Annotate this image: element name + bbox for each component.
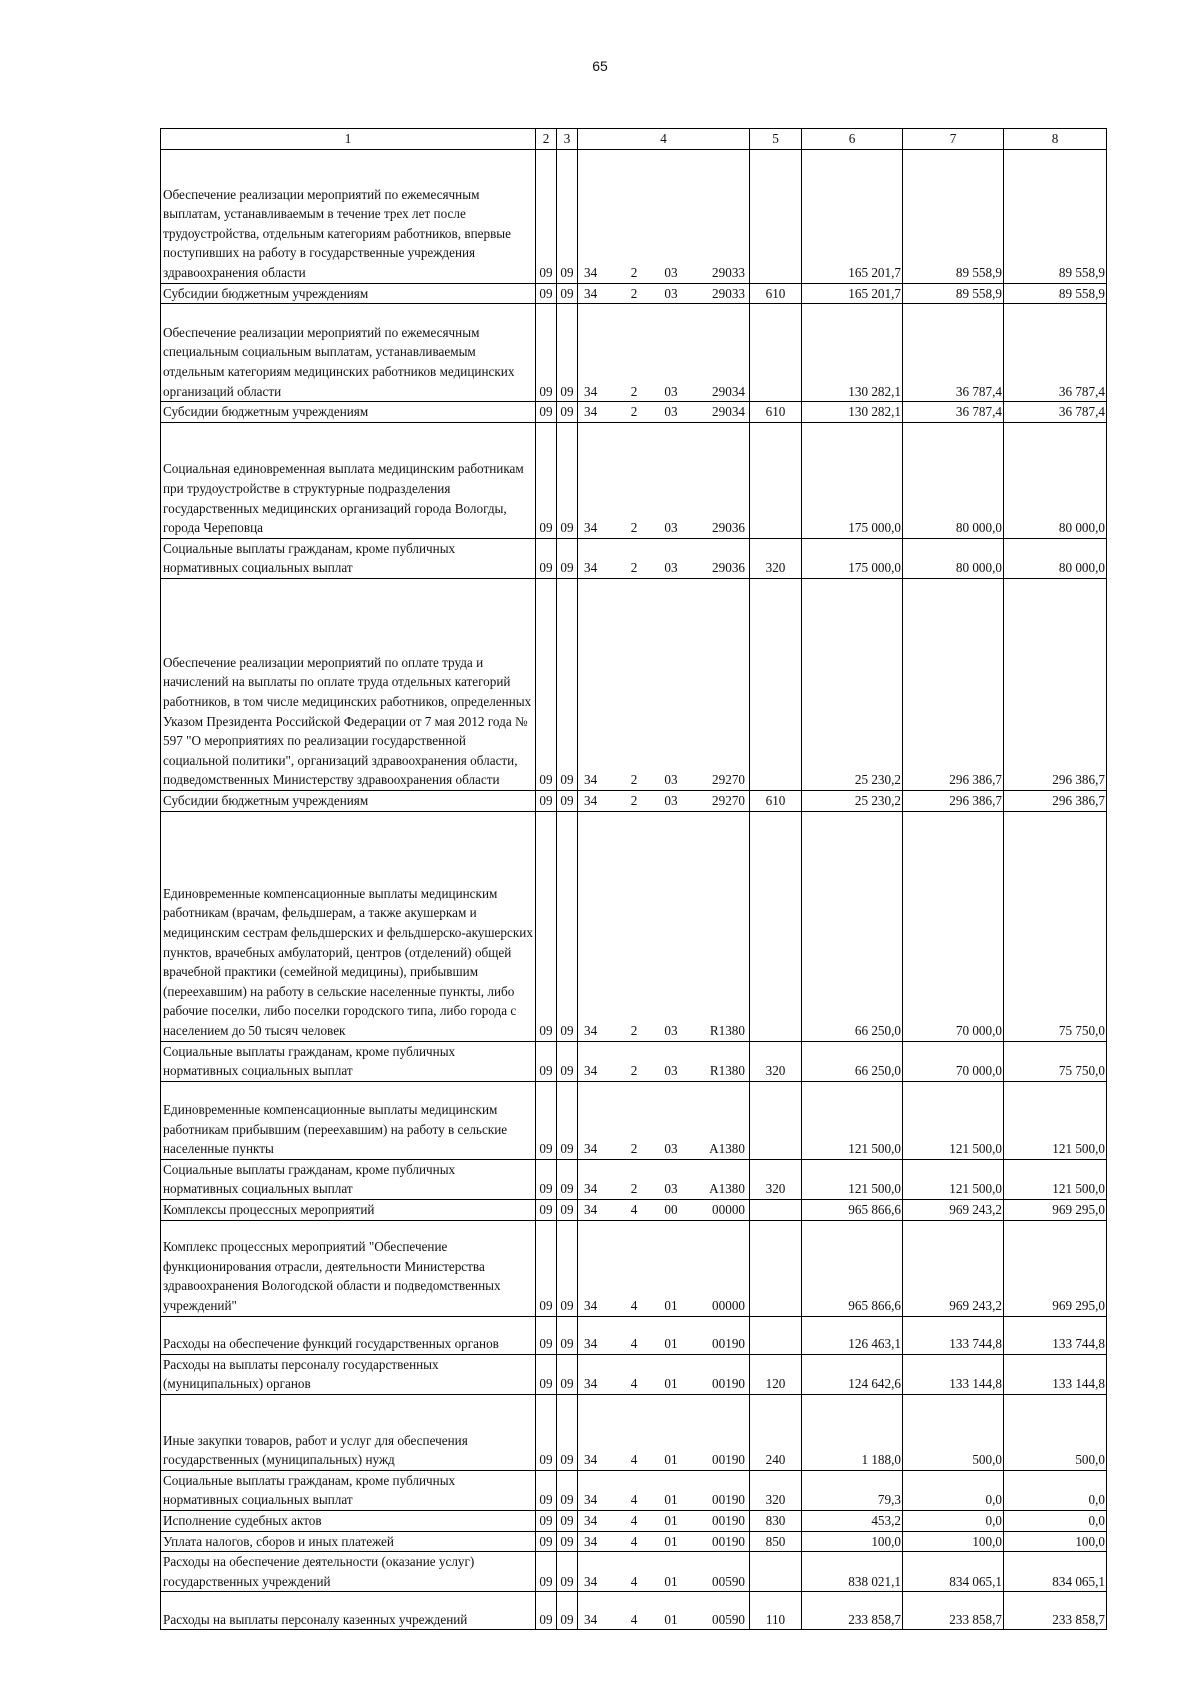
amount-col8: 0,0 [1004, 1510, 1107, 1531]
amount-col6: 66 250,0 [802, 811, 903, 1041]
department-code: 09 [536, 811, 557, 1041]
amount-col6: 175 000,0 [802, 538, 903, 578]
table-row [161, 1592, 1107, 1630]
amount-col7: 121 500,0 [903, 1081, 1004, 1159]
amount-col7: 89 558,9 [903, 283, 1004, 304]
classification-code-part: 00000 [712, 1201, 745, 1217]
department-code: 09 [536, 1592, 557, 1630]
amount-col6: 130 282,1 [802, 402, 903, 423]
classification-code-part: 34 [584, 1141, 598, 1157]
amount-col7: 500,0 [903, 1394, 1004, 1470]
amount-col7: 296 386,7 [903, 578, 1004, 790]
classification-code-part: 00190 [712, 1335, 745, 1351]
expense-name: Социальные выплаты гражданам, кроме публичных нормативных социальных выплат [161, 1470, 536, 1510]
column-header-5: 5 [750, 129, 802, 150]
table-row [161, 1531, 1107, 1552]
classification-code-part: 34 [584, 1492, 598, 1508]
department-code: 09 [536, 538, 557, 578]
amount-col6: 965 866,6 [802, 1220, 903, 1316]
expense-type-code [750, 1199, 802, 1220]
table-row [161, 1220, 1107, 1316]
target-article-code [578, 1552, 750, 1592]
classification-code-part: 01 [664, 1573, 678, 1589]
classification-code-part: 00190 [712, 1492, 745, 1508]
department-code: 09 [536, 1531, 557, 1552]
classification-code-part: 34 [584, 404, 598, 420]
amount-col7: 0,0 [903, 1470, 1004, 1510]
amount-col8: 121 500,0 [1004, 1081, 1107, 1159]
amount-col8: 36 787,4 [1004, 402, 1107, 423]
amount-col8: 0,0 [1004, 1470, 1107, 1510]
classification-code-part: 2 [630, 404, 638, 420]
classification-code-part: 03 [664, 383, 678, 399]
subsection-code: 09 [557, 1081, 578, 1159]
subsection-code: 09 [557, 1470, 578, 1510]
expense-name: Расходы на выплаты персоналу казенных учреждений [161, 1592, 536, 1630]
target-article-code [578, 402, 750, 423]
amount-col8: 80 000,0 [1004, 422, 1107, 538]
department-code: 09 [536, 402, 557, 423]
amount-col8: 80 000,0 [1004, 538, 1107, 578]
expense-type-code [750, 304, 802, 402]
amount-col7: 100,0 [903, 1531, 1004, 1552]
classification-code-part: 03 [664, 560, 678, 576]
amount-col6: 965 866,6 [802, 1199, 903, 1220]
amount-col8: 233 858,7 [1004, 1592, 1107, 1630]
subsection-code: 09 [557, 422, 578, 538]
expense-type-code: 830 [750, 1510, 802, 1531]
expense-type-code [750, 1552, 802, 1592]
classification-code-part: 03 [664, 1063, 678, 1079]
amount-col8: 133 744,8 [1004, 1316, 1107, 1354]
classification-code-part: 01 [664, 1452, 678, 1468]
classification-code-part: 34 [584, 265, 598, 280]
classification-code-part: 34 [584, 560, 598, 576]
classification-code-part: 29033 [712, 265, 745, 280]
department-code: 09 [536, 1552, 557, 1592]
classification-code-part: 2 [630, 560, 638, 576]
amount-col7: 233 858,7 [903, 1592, 1004, 1630]
table-row [161, 1552, 1107, 1592]
expense-type-code: 240 [750, 1394, 802, 1470]
amount-col8: 969 295,0 [1004, 1220, 1107, 1316]
classification-code-part: 34 [584, 1512, 598, 1528]
amount-col7: 296 386,7 [903, 790, 1004, 811]
amount-col8: 296 386,7 [1004, 790, 1107, 811]
target-article-code [578, 1316, 750, 1354]
classification-code-part: 29036 [712, 520, 745, 536]
expense-type-code: 610 [750, 790, 802, 811]
target-article-code [578, 1081, 750, 1159]
subsection-code: 09 [557, 283, 578, 304]
amount-col7: 80 000,0 [903, 422, 1004, 538]
amount-col6: 838 021,1 [802, 1552, 903, 1592]
classification-code-part: 34 [584, 1181, 598, 1197]
expense-type-code [750, 811, 802, 1041]
table-row [161, 1316, 1107, 1354]
table-row [161, 402, 1107, 423]
amount-col8: 296 386,7 [1004, 578, 1107, 790]
target-article-code [578, 283, 750, 304]
department-code: 09 [536, 422, 557, 538]
classification-code-part: 34 [584, 1533, 598, 1549]
amount-col8: 133 144,8 [1004, 1354, 1107, 1394]
classification-code-part: 2 [630, 1181, 638, 1197]
expense-type-code: 610 [750, 283, 802, 304]
amount-col7: 89 558,9 [903, 149, 1004, 283]
column-header-1: 1 [161, 129, 536, 150]
amount-col7: 133 744,8 [903, 1316, 1004, 1354]
amount-col7: 969 243,2 [903, 1220, 1004, 1316]
subsection-code: 09 [557, 1159, 578, 1199]
column-header-8: 8 [1004, 129, 1107, 150]
classification-code-part: 34 [584, 1452, 598, 1468]
expense-type-code: 850 [750, 1531, 802, 1552]
target-article-code [578, 1354, 750, 1394]
amount-col6: 233 858,7 [802, 1592, 903, 1630]
classification-code-part: 00000 [712, 1297, 745, 1313]
table-row [161, 538, 1107, 578]
classification-code-part: 34 [584, 1335, 598, 1351]
target-article-code [578, 811, 750, 1041]
subsection-code: 09 [557, 1220, 578, 1316]
department-code: 09 [536, 1470, 557, 1510]
amount-col6: 124 642,6 [802, 1354, 903, 1394]
page-number: 65 [592, 58, 608, 74]
classification-code-part: 34 [584, 383, 598, 399]
amount-col8: 89 558,9 [1004, 149, 1107, 283]
department-code: 09 [536, 283, 557, 304]
target-article-code [578, 1041, 750, 1081]
subsection-code: 09 [557, 1041, 578, 1081]
expense-name: Единовременные компенсационные выплаты медицинским работникам прибывшим (переехавшим) на работу в сельские населенные пункты [161, 1081, 536, 1159]
amount-col8: 75 750,0 [1004, 1041, 1107, 1081]
amount-col7: 0,0 [903, 1510, 1004, 1531]
classification-code-part: 03 [664, 285, 678, 301]
amount-col8: 89 558,9 [1004, 283, 1107, 304]
target-article-code [578, 304, 750, 402]
target-article-code [578, 1510, 750, 1531]
expense-name: Социальные выплаты гражданам, кроме публичных нормативных социальных выплат [161, 1041, 536, 1081]
expense-name: Обеспечение реализации мероприятий по оплате труда и начислений на выплаты по оплате труда отдельных категорий работников, в том числе медицинских работников, определенных Указом Президента Российской Федерации от 7 мая 2012 года № 597 "О мероприятиях по реализации государственной социальной политики", организаций здравоохранения области, подведомственных Министерству здравоохранения области [161, 578, 536, 790]
department-code: 09 [536, 1159, 557, 1199]
department-code: 09 [536, 790, 557, 811]
classification-code-part: 2 [630, 772, 638, 788]
classification-code-part: 2 [630, 265, 638, 280]
classification-code-part: 4 [630, 1335, 638, 1351]
expense-type-code: 120 [750, 1354, 802, 1394]
column-header-7: 7 [903, 129, 1004, 150]
classification-code-part: 29034 [712, 404, 745, 420]
classification-code-part: 29034 [712, 383, 745, 399]
expense-name: Социальная единовременная выплата медицинским работникам при трудоустройстве в структурные подразделения государственных медицинских организаций города Вологды, города Череповца [161, 422, 536, 538]
classification-code-part: 01 [664, 1533, 678, 1549]
table-row [161, 1394, 1107, 1470]
classification-code-part: 03 [664, 265, 678, 280]
amount-col6: 1 188,0 [802, 1394, 903, 1470]
expense-name: Расходы на обеспечение функций государственных органов [161, 1316, 536, 1354]
classification-code-part: 34 [584, 1376, 598, 1392]
classification-code-part: 4 [630, 1512, 638, 1528]
classification-code-part: 00590 [712, 1611, 745, 1627]
classification-code-part: 01 [664, 1297, 678, 1313]
classification-code-part: 03 [664, 792, 678, 808]
classification-code-part: 29270 [712, 792, 745, 808]
subsection-code: 09 [557, 538, 578, 578]
classification-code-part: 01 [664, 1492, 678, 1508]
amount-col8: 100,0 [1004, 1531, 1107, 1552]
expense-type-code [750, 149, 802, 283]
classification-code-part: 03 [664, 772, 678, 788]
subsection-code: 09 [557, 1354, 578, 1394]
classification-code-part: 4 [630, 1297, 638, 1313]
classification-code-part: 2 [630, 1141, 638, 1157]
classification-code-part: R1380 [709, 1022, 745, 1038]
table-row [161, 1510, 1107, 1531]
expense-name: Расходы на обеспечение деятельности (оказание услуг) государственных учреждений [161, 1552, 536, 1592]
department-code: 09 [536, 1220, 557, 1316]
amount-col8: 36 787,4 [1004, 304, 1107, 402]
classification-code-part: 01 [664, 1512, 678, 1528]
amount-col8: 121 500,0 [1004, 1159, 1107, 1199]
classification-code-part: 4 [630, 1611, 638, 1627]
classification-code-part: 01 [664, 1611, 678, 1627]
expense-type-code: 320 [750, 1041, 802, 1081]
table-row [161, 422, 1107, 538]
amount-col7: 121 500,0 [903, 1159, 1004, 1199]
classification-code-part: 03 [664, 520, 678, 536]
expense-name: Комплекс процессных мероприятий "Обеспечение функционирования отрасли, деятельности Министерства здравоохранения Вологодской области и подведомственных учреждений" [161, 1220, 536, 1316]
expense-name: Расходы на выплаты персоналу государственных (муниципальных) органов [161, 1354, 536, 1394]
table-row [161, 1081, 1107, 1159]
department-code: 09 [536, 1510, 557, 1531]
column-number-row [161, 129, 1107, 150]
amount-col8: 75 750,0 [1004, 811, 1107, 1041]
expense-name: Социальные выплаты гражданам, кроме публичных нормативных социальных выплат [161, 538, 536, 578]
classification-code-part: 34 [584, 1063, 598, 1079]
department-code: 09 [536, 304, 557, 402]
target-article-code [578, 1394, 750, 1470]
amount-col7: 36 787,4 [903, 402, 1004, 423]
classification-code-part: 34 [584, 285, 598, 301]
expense-type-code: 610 [750, 402, 802, 423]
classification-code-part: 34 [584, 792, 598, 808]
classification-code-part: А1380 [709, 1141, 745, 1157]
classification-code-part: 4 [630, 1573, 638, 1589]
amount-col6: 165 201,7 [802, 283, 903, 304]
target-article-code [578, 790, 750, 811]
column-header-2: 2 [536, 129, 557, 150]
classification-code-part: 03 [664, 404, 678, 420]
classification-code-part: 34 [584, 772, 598, 788]
expense-name: Субсидии бюджетным учреждениям [161, 402, 536, 423]
expense-name: Социальные выплаты гражданам, кроме публичных нормативных социальных выплат [161, 1159, 536, 1199]
classification-code-part: 00190 [712, 1376, 745, 1392]
classification-code-part: 2 [630, 1063, 638, 1079]
target-article-code [578, 1159, 750, 1199]
target-article-code [578, 1470, 750, 1510]
table-row [161, 1470, 1107, 1510]
classification-code-part: 4 [630, 1492, 638, 1508]
amount-col6: 66 250,0 [802, 1041, 903, 1081]
table-row [161, 578, 1107, 790]
column-header-6: 6 [802, 129, 903, 150]
department-code: 09 [536, 149, 557, 283]
subsection-code: 09 [557, 811, 578, 1041]
amount-col7: 36 787,4 [903, 304, 1004, 402]
table-row [161, 1041, 1107, 1081]
amount-col7: 133 144,8 [903, 1354, 1004, 1394]
classification-code-part: 00590 [712, 1573, 745, 1589]
target-article-code [578, 1199, 750, 1220]
classification-code-part: 2 [630, 520, 638, 536]
classification-code-part: 34 [584, 1297, 598, 1313]
amount-col7: 80 000,0 [903, 538, 1004, 578]
expense-name: Комплексы процессных мероприятий [161, 1199, 536, 1220]
amount-col7: 70 000,0 [903, 811, 1004, 1041]
amount-col8: 500,0 [1004, 1394, 1107, 1470]
department-code: 09 [536, 1199, 557, 1220]
expense-type-code [750, 1081, 802, 1159]
table-row [161, 1159, 1107, 1199]
table-row [161, 304, 1107, 402]
expense-name: Исполнение судебных актов [161, 1510, 536, 1531]
amount-col7: 969 243,2 [903, 1199, 1004, 1220]
amount-col6: 25 230,2 [802, 578, 903, 790]
classification-code-part: 00190 [712, 1512, 745, 1528]
expense-type-code: 320 [750, 1159, 802, 1199]
classification-code-part: 4 [630, 1533, 638, 1549]
expense-type-code [750, 1220, 802, 1316]
subsection-code: 09 [557, 1316, 578, 1354]
table-row [161, 1199, 1107, 1220]
table-row [161, 811, 1107, 1041]
amount-col6: 121 500,0 [802, 1159, 903, 1199]
classification-code-part: 34 [584, 1573, 598, 1589]
amount-col6: 25 230,2 [802, 790, 903, 811]
classification-code-part: R1380 [709, 1063, 745, 1079]
expense-type-code: 320 [750, 538, 802, 578]
column-header-3: 3 [557, 129, 578, 150]
table-row [161, 283, 1107, 304]
expense-type-code: 110 [750, 1592, 802, 1630]
budget-table [160, 128, 1107, 1630]
classification-code-part: 34 [584, 1611, 598, 1627]
classification-code-part: 01 [664, 1376, 678, 1392]
classification-code-part: 2 [630, 792, 638, 808]
subsection-code: 09 [557, 1510, 578, 1531]
table-row [161, 149, 1107, 283]
classification-code-part: 00190 [712, 1533, 745, 1549]
target-article-code [578, 538, 750, 578]
expense-name: Обеспечение реализации мероприятий по ежемесячным специальным социальным выплатам, устанавливаемым отдельным категориям медицинских работников медицинских организаций области [161, 304, 536, 402]
classification-code-part: 2 [630, 1022, 638, 1038]
target-article-code [578, 149, 750, 283]
amount-col6: 121 500,0 [802, 1081, 903, 1159]
expense-type-code [750, 1316, 802, 1354]
table-row [161, 790, 1107, 811]
expense-name: Обеспечение реализации мероприятий по ежемесячным выплатам, устанавливаемым в течение трех лет после трудоустройства, отдельным категориям работников, впервые поступивших на работу в государственные учреждения здравоохранения области [161, 149, 536, 283]
department-code: 09 [536, 1394, 557, 1470]
subsection-code: 09 [557, 790, 578, 811]
amount-col6: 165 201,7 [802, 149, 903, 283]
expense-type-code: 320 [750, 1470, 802, 1510]
classification-code-part: 2 [630, 285, 638, 301]
expense-name: Субсидии бюджетным учреждениям [161, 283, 536, 304]
classification-code-part: 4 [630, 1201, 638, 1217]
expense-type-code [750, 422, 802, 538]
classification-code-part: А1380 [709, 1181, 745, 1197]
expense-name: Субсидии бюджетным учреждениям [161, 790, 536, 811]
amount-col7: 834 065,1 [903, 1552, 1004, 1592]
classification-code-part: 4 [630, 1452, 638, 1468]
classification-code-part: 29033 [712, 285, 745, 301]
classification-code-part: 00 [664, 1201, 678, 1217]
target-article-code [578, 422, 750, 538]
target-article-code [578, 1220, 750, 1316]
target-article-code [578, 1531, 750, 1552]
subsection-code: 09 [557, 149, 578, 283]
amount-col7: 70 000,0 [903, 1041, 1004, 1081]
classification-code-part: 34 [584, 520, 598, 536]
classification-code-part: 4 [630, 1376, 638, 1392]
amount-col8: 969 295,0 [1004, 1199, 1107, 1220]
amount-col6: 79,3 [802, 1470, 903, 1510]
column-header-4: 4 [578, 129, 750, 150]
department-code: 09 [536, 1041, 557, 1081]
amount-col6: 130 282,1 [802, 304, 903, 402]
subsection-code: 09 [557, 578, 578, 790]
department-code: 09 [536, 1354, 557, 1394]
department-code: 09 [536, 578, 557, 790]
amount-col6: 453,2 [802, 1510, 903, 1531]
subsection-code: 09 [557, 1531, 578, 1552]
expense-type-code [750, 578, 802, 790]
classification-code-part: 03 [664, 1022, 678, 1038]
amount-col6: 175 000,0 [802, 422, 903, 538]
classification-code-part: 03 [664, 1181, 678, 1197]
subsection-code: 09 [557, 1552, 578, 1592]
subsection-code: 09 [557, 1199, 578, 1220]
department-code: 09 [536, 1316, 557, 1354]
classification-code-part: 29270 [712, 772, 745, 788]
target-article-code [578, 578, 750, 790]
classification-code-part: 34 [584, 1022, 598, 1038]
subsection-code: 09 [557, 1394, 578, 1470]
classification-code-part: 2 [630, 383, 638, 399]
department-code: 09 [536, 1081, 557, 1159]
classification-code-part: 00190 [712, 1452, 745, 1468]
target-article-code [578, 1592, 750, 1630]
classification-code-part: 29036 [712, 560, 745, 576]
table-row [161, 1354, 1107, 1394]
classification-code-part: 01 [664, 1335, 678, 1351]
amount-col6: 126 463,1 [802, 1316, 903, 1354]
amount-col8: 834 065,1 [1004, 1552, 1107, 1592]
expense-name: Иные закупки товаров, работ и услуг для обеспечения государственных (муниципальных) нужд [161, 1394, 536, 1470]
subsection-code: 09 [557, 1592, 578, 1630]
subsection-code: 09 [557, 402, 578, 423]
expense-name: Уплата налогов, сборов и иных платежей [161, 1531, 536, 1552]
classification-code-part: 34 [584, 1201, 598, 1217]
amount-col6: 100,0 [802, 1531, 903, 1552]
subsection-code: 09 [557, 304, 578, 402]
expense-name: Единовременные компенсационные выплаты медицинским работникам (врачам, фельдшерам, а также акушеркам и медицинским сестрам фельдшерских и фельдшерско-акушерских пунктов, врачебных амбулаторий, центров (отделений) общей врачебной практики (семейной медицины), прибывшим (переехавшим) на работу в сельские населенные пункты, либо рабочие поселки, либо поселки городского типа, либо города с населением до 50 тысяч человек [161, 811, 536, 1041]
classification-code-part: 03 [664, 1141, 678, 1157]
